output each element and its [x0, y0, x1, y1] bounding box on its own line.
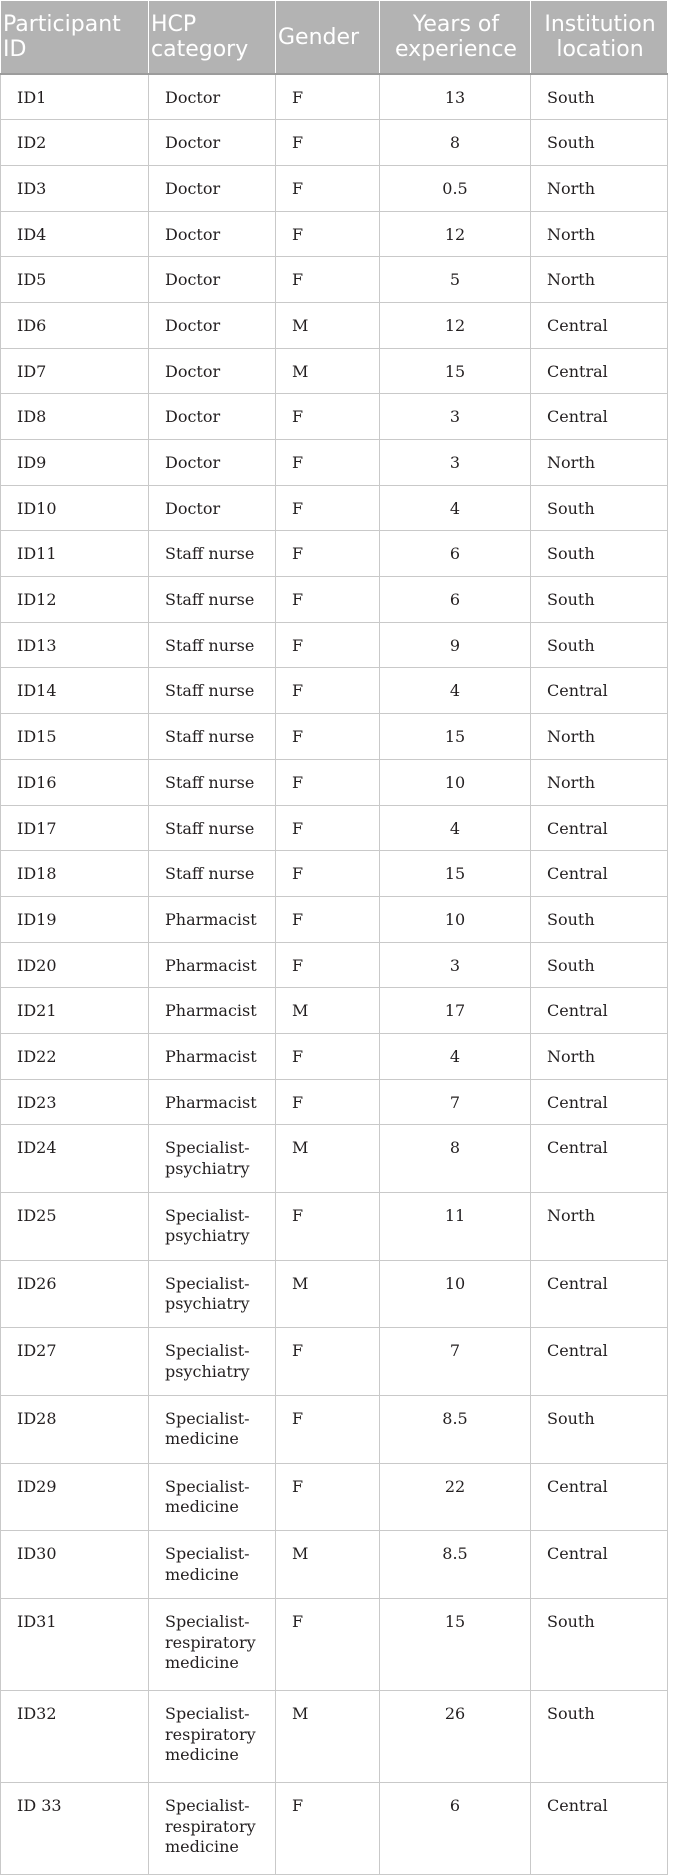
cell-institution-location: North — [531, 440, 668, 486]
cell-years-of-experience: 3 — [380, 942, 531, 988]
cell-institution-location: Central — [531, 1260, 668, 1328]
cell-hcp-category: Staff nurse — [149, 759, 276, 805]
cell-years-of-experience: 5 — [380, 257, 531, 303]
cell-participant-id: ID9 — [1, 440, 149, 486]
cell-institution-location: North — [531, 165, 668, 211]
cell-institution-location: Central — [531, 1463, 668, 1531]
cell-participant-id: ID19 — [1, 896, 149, 942]
cell-institution-location: North — [531, 1033, 668, 1079]
cell-hcp-category: Staff nurse — [149, 714, 276, 760]
cell-hcp-category: Doctor — [149, 74, 276, 120]
cell-participant-id: ID16 — [1, 759, 149, 805]
cell-gender: M — [276, 302, 380, 348]
table-row — [1, 1125, 668, 1193]
cell-institution-location: North — [531, 1193, 668, 1261]
cell-gender: F — [276, 1193, 380, 1261]
cell-hcp-category: Doctor — [149, 211, 276, 257]
table-body — [1, 74, 668, 1875]
cell-institution-location: Central — [531, 1783, 668, 1875]
cell-gender: M — [276, 348, 380, 394]
cell-hcp-category: Pharmacist — [149, 988, 276, 1034]
cell-participant-id: ID1 — [1, 74, 149, 120]
cell-institution-location: North — [531, 257, 668, 303]
table-row — [1, 531, 668, 577]
table-row — [1, 668, 668, 714]
cell-institution-location: South — [531, 896, 668, 942]
cell-institution-location: North — [531, 714, 668, 760]
cell-participant-id: ID22 — [1, 1033, 149, 1079]
cell-institution-location: South — [531, 622, 668, 668]
cell-hcp-category: Staff nurse — [149, 531, 276, 577]
cell-years-of-experience: 7 — [380, 1328, 531, 1396]
cell-hcp-category: Pharmacist — [149, 1079, 276, 1125]
cell-participant-id: ID13 — [1, 622, 149, 668]
cell-institution-location: North — [531, 211, 668, 257]
cell-gender: M — [276, 1691, 380, 1783]
cell-hcp-category: Doctor — [149, 485, 276, 531]
cell-institution-location: South — [531, 1691, 668, 1783]
cell-institution-location: South — [531, 577, 668, 623]
cell-years-of-experience: 4 — [380, 1033, 531, 1079]
cell-years-of-experience: 4 — [380, 805, 531, 851]
cell-years-of-experience: 15 — [380, 714, 531, 760]
table-row — [1, 896, 668, 942]
cell-participant-id: ID11 — [1, 531, 149, 577]
table-row — [1, 1328, 668, 1396]
cell-hcp-category: Specialist- psychiatry — [149, 1125, 276, 1193]
cell-gender: F — [276, 714, 380, 760]
cell-hcp-category: Staff nurse — [149, 622, 276, 668]
table-row — [1, 74, 668, 120]
cell-participant-id: ID21 — [1, 988, 149, 1034]
cell-hcp-category: Doctor — [149, 440, 276, 486]
cell-years-of-experience: 12 — [380, 211, 531, 257]
cell-gender: F — [276, 942, 380, 988]
cell-institution-location: South — [531, 120, 668, 166]
cell-participant-id: ID29 — [1, 1463, 149, 1531]
table-row — [1, 440, 668, 486]
cell-gender: F — [276, 851, 380, 897]
table-row — [1, 622, 668, 668]
cell-years-of-experience: 10 — [380, 896, 531, 942]
table-row — [1, 988, 668, 1034]
table-row — [1, 165, 668, 211]
cell-hcp-category: Doctor — [149, 165, 276, 211]
cell-institution-location: Central — [531, 394, 668, 440]
cell-years-of-experience: 8.5 — [380, 1396, 531, 1464]
cell-participant-id: ID15 — [1, 714, 149, 760]
table-row — [1, 1260, 668, 1328]
cell-institution-location: North — [531, 759, 668, 805]
table-row — [1, 851, 668, 897]
cell-hcp-category: Doctor — [149, 394, 276, 440]
table-row — [1, 257, 668, 303]
cell-years-of-experience: 17 — [380, 988, 531, 1034]
cell-years-of-experience: 10 — [380, 1260, 531, 1328]
cell-participant-id: ID4 — [1, 211, 149, 257]
cell-gender: F — [276, 1328, 380, 1396]
cell-years-of-experience: 7 — [380, 1079, 531, 1125]
cell-years-of-experience: 13 — [380, 74, 531, 120]
cell-participant-id: ID10 — [1, 485, 149, 531]
table-row — [1, 577, 668, 623]
cell-hcp-category: Doctor — [149, 257, 276, 303]
cell-institution-location: South — [531, 485, 668, 531]
cell-participant-id: ID24 — [1, 1125, 149, 1193]
cell-years-of-experience: 6 — [380, 577, 531, 623]
cell-participant-id: ID8 — [1, 394, 149, 440]
cell-institution-location: Central — [531, 668, 668, 714]
cell-hcp-category: Staff nurse — [149, 805, 276, 851]
cell-gender: F — [276, 74, 380, 120]
cell-years-of-experience: 4 — [380, 668, 531, 714]
cell-participant-id: ID28 — [1, 1396, 149, 1464]
cell-hcp-category: Specialist- psychiatry — [149, 1328, 276, 1396]
cell-participant-id: ID12 — [1, 577, 149, 623]
cell-years-of-experience: 6 — [380, 1783, 531, 1875]
cell-participant-id: ID5 — [1, 257, 149, 303]
cell-hcp-category: Staff nurse — [149, 851, 276, 897]
table-row — [1, 120, 668, 166]
cell-years-of-experience: 15 — [380, 1599, 531, 1691]
table-row — [1, 942, 668, 988]
cell-hcp-category: Specialist- respiratory medicine — [149, 1783, 276, 1875]
header-hcp-category: HCP category — [149, 1, 276, 75]
table-row — [1, 1079, 668, 1125]
table-row — [1, 1599, 668, 1691]
table-row — [1, 1033, 668, 1079]
cell-years-of-experience: 11 — [380, 1193, 531, 1261]
cell-years-of-experience: 12 — [380, 302, 531, 348]
cell-years-of-experience: 4 — [380, 485, 531, 531]
cell-participant-id: ID27 — [1, 1328, 149, 1396]
cell-institution-location: Central — [531, 1328, 668, 1396]
cell-participant-id: ID18 — [1, 851, 149, 897]
cell-gender: F — [276, 120, 380, 166]
cell-hcp-category: Pharmacist — [149, 1033, 276, 1079]
table-row — [1, 714, 668, 760]
table-row — [1, 485, 668, 531]
cell-years-of-experience: 15 — [380, 851, 531, 897]
cell-institution-location: Central — [531, 348, 668, 394]
cell-gender: F — [276, 759, 380, 805]
cell-years-of-experience: 22 — [380, 1463, 531, 1531]
cell-gender: F — [276, 440, 380, 486]
cell-institution-location: South — [531, 1396, 668, 1464]
table-row — [1, 805, 668, 851]
cell-gender: F — [276, 1783, 380, 1875]
cell-hcp-category: Specialist- respiratory medicine — [149, 1691, 276, 1783]
cell-hcp-category: Specialist- psychiatry — [149, 1260, 276, 1328]
cell-participant-id: ID6 — [1, 302, 149, 348]
cell-years-of-experience: 8.5 — [380, 1531, 531, 1599]
cell-hcp-category: Staff nurse — [149, 668, 276, 714]
cell-gender: F — [276, 531, 380, 577]
header-participant-id: Participant ID — [1, 1, 149, 75]
cell-years-of-experience: 3 — [380, 394, 531, 440]
cell-hcp-category: Specialist- medicine — [149, 1463, 276, 1531]
cell-institution-location: South — [531, 531, 668, 577]
cell-hcp-category: Specialist- medicine — [149, 1531, 276, 1599]
cell-hcp-category: Specialist- respiratory medicine — [149, 1599, 276, 1691]
cell-years-of-experience: 26 — [380, 1691, 531, 1783]
header-years-of-experience: Years of experience — [380, 1, 531, 75]
table-header — [1, 1, 668, 75]
cell-gender: F — [276, 165, 380, 211]
cell-gender: F — [276, 805, 380, 851]
table-row — [1, 211, 668, 257]
header-gender: Gender — [276, 1, 380, 75]
cell-participant-id: ID14 — [1, 668, 149, 714]
table-row — [1, 1396, 668, 1464]
cell-hcp-category: Doctor — [149, 120, 276, 166]
cell-gender: F — [276, 1396, 380, 1464]
cell-institution-location: Central — [531, 1125, 668, 1193]
cell-gender: F — [276, 394, 380, 440]
cell-gender: F — [276, 1599, 380, 1691]
cell-gender: F — [276, 1079, 380, 1125]
cell-institution-location: Central — [531, 851, 668, 897]
cell-gender: F — [276, 577, 380, 623]
cell-participant-id: ID2 — [1, 120, 149, 166]
cell-years-of-experience: 15 — [380, 348, 531, 394]
cell-gender: F — [276, 622, 380, 668]
cell-hcp-category: Doctor — [149, 302, 276, 348]
cell-years-of-experience: 10 — [380, 759, 531, 805]
cell-participant-id: ID30 — [1, 1531, 149, 1599]
cell-gender: M — [276, 1260, 380, 1328]
cell-gender: M — [276, 1125, 380, 1193]
cell-institution-location: Central — [531, 302, 668, 348]
cell-hcp-category: Doctor — [149, 348, 276, 394]
table-row — [1, 1463, 668, 1531]
cell-gender: F — [276, 211, 380, 257]
cell-gender: F — [276, 668, 380, 714]
cell-hcp-category: Pharmacist — [149, 896, 276, 942]
header-row — [1, 1, 668, 75]
cell-participant-id: ID3 — [1, 165, 149, 211]
cell-institution-location: Central — [531, 1531, 668, 1599]
cell-gender: F — [276, 485, 380, 531]
cell-institution-location: South — [531, 74, 668, 120]
cell-participant-id: ID25 — [1, 1193, 149, 1261]
cell-participant-id: ID23 — [1, 1079, 149, 1125]
cell-participant-id: ID31 — [1, 1599, 149, 1691]
cell-gender: F — [276, 896, 380, 942]
cell-years-of-experience: 6 — [380, 531, 531, 577]
cell-years-of-experience: 8 — [380, 1125, 531, 1193]
cell-participant-id: ID 33 — [1, 1783, 149, 1875]
cell-hcp-category: Staff nurse — [149, 577, 276, 623]
cell-participant-id: ID26 — [1, 1260, 149, 1328]
cell-gender: F — [276, 257, 380, 303]
cell-institution-location: Central — [531, 805, 668, 851]
cell-institution-location: South — [531, 1599, 668, 1691]
table-row — [1, 348, 668, 394]
cell-gender: F — [276, 1033, 380, 1079]
table-row — [1, 1691, 668, 1783]
header-institution-location: Institution location — [531, 1, 668, 75]
cell-gender: M — [276, 1531, 380, 1599]
cell-years-of-experience: 9 — [380, 622, 531, 668]
cell-hcp-category: Specialist- psychiatry — [149, 1193, 276, 1261]
cell-participant-id: ID17 — [1, 805, 149, 851]
table-row — [1, 302, 668, 348]
table-row — [1, 1531, 668, 1599]
cell-years-of-experience: 8 — [380, 120, 531, 166]
cell-institution-location: South — [531, 942, 668, 988]
table-row — [1, 759, 668, 805]
cell-gender: F — [276, 1463, 380, 1531]
cell-hcp-category: Pharmacist — [149, 942, 276, 988]
cell-participant-id: ID20 — [1, 942, 149, 988]
cell-years-of-experience: 0.5 — [380, 165, 531, 211]
cell-years-of-experience: 3 — [380, 440, 531, 486]
cell-institution-location: Central — [531, 988, 668, 1034]
table-row — [1, 1783, 668, 1875]
cell-participant-id: ID32 — [1, 1691, 149, 1783]
table-row — [1, 1193, 668, 1261]
cell-participant-id: ID7 — [1, 348, 149, 394]
cell-gender: M — [276, 988, 380, 1034]
cell-institution-location: Central — [531, 1079, 668, 1125]
table-row — [1, 394, 668, 440]
cell-hcp-category: Specialist- medicine — [149, 1396, 276, 1464]
